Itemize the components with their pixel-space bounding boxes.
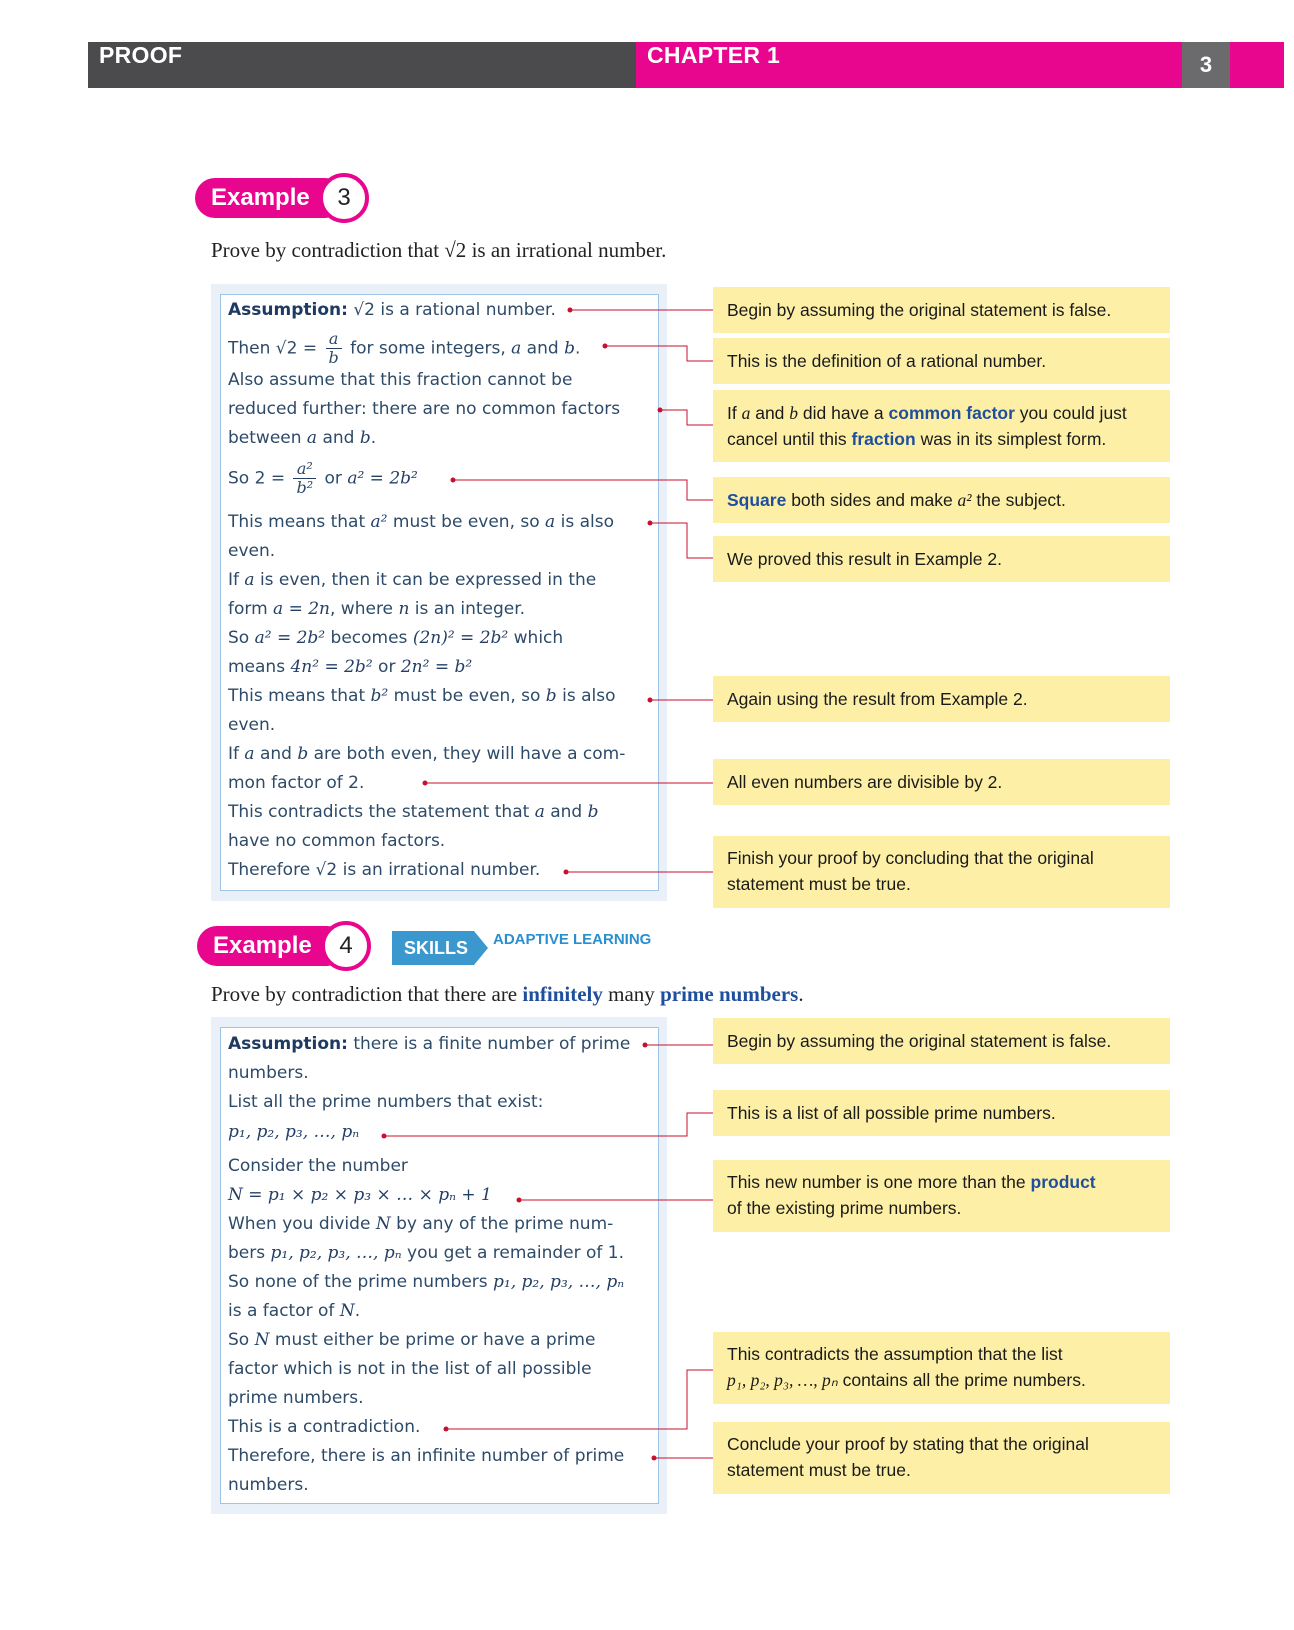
ex3-common-factor-2: mon factor of 2. <box>228 773 365 793</box>
ex3-note-common-factor: If a and b did have a common factor you could just cancel until this fraction was in its simplest form. <box>713 390 1170 462</box>
ex3-form-line: form a = 2n, where n is an integer. <box>228 599 526 619</box>
ex3-means-b-even-cont: even. <box>228 715 276 735</box>
skills-tag-arrow <box>474 931 488 965</box>
example-4-number: 4 <box>321 921 371 971</box>
ex4-note-conclusion: Conclude your proof by stating that the original statement must be true. <box>713 1422 1170 1494</box>
ex3-becomes-line: So a² = 2b² becomes (2n)² = 2b² which <box>228 628 564 648</box>
ex4-must-line: So N must either be prime or have a prime <box>228 1330 596 1350</box>
example-3-label: Example <box>195 178 345 218</box>
ex3-also-line-1: Also assume that this fraction cannot be <box>228 370 573 390</box>
ex4-contradiction: This is a contradiction. <box>228 1417 421 1437</box>
ex3-then-line: Then √2 = $\frac{a}{b}$ for some integers, a and b. <box>228 329 581 367</box>
section-title: PROOF <box>99 42 183 68</box>
page-number: 3 <box>1182 42 1230 88</box>
ex4-therefore-cont: numbers. <box>228 1475 309 1495</box>
ex3-note-example2: We proved this result in Example 2. <box>713 536 1170 582</box>
ex4-factor-line: is a factor of N. <box>228 1301 361 1321</box>
ex4-assumption-cont: numbers. <box>228 1063 309 1083</box>
ex3-note-assumption: Begin by assuming the original statement is false. <box>713 287 1170 333</box>
ex3-note-conclusion: Finish your proof by concluding that the original statement must be true. <box>713 836 1170 908</box>
ex4-therefore: Therefore, there is an infinite number of prime <box>228 1446 625 1466</box>
ex4-note-assumption: Begin by assuming the original statement is false. <box>713 1018 1170 1064</box>
ex3-contradicts: This contradicts the statement that a and b <box>228 802 599 822</box>
ex3-note-definition: This is the definition of a rational number. <box>713 338 1170 384</box>
ex4-must-line-2: factor which is not in the list of all possible <box>228 1359 592 1379</box>
ex3-conclusion: Therefore √2 is an irrational number. <box>228 860 541 880</box>
ex3-also-line-3: between a and b. <box>228 428 377 448</box>
ex3-note-divisible-by-2: All even numbers are divisible by 2. <box>713 759 1170 805</box>
chapter-title: CHAPTER 1 <box>647 42 781 68</box>
ex4-assumption: Assumption: there is a finite number of prime <box>228 1034 631 1054</box>
ex3-note-again-example2: Again using the result from Example 2. <box>713 676 1170 722</box>
ex3-no-common-factors: have no common factors. <box>228 831 446 851</box>
ex3-so-line: So 2 = $\frac{\text{a²}}{\text{b²}}$ or a² = 2b² <box>228 459 418 497</box>
ex3-means-a-even: This means that a² must be even, so a is also <box>228 512 614 532</box>
ex4-remainder-line: bers p₁, p₂, p₃, …, pₙ you get a remainder of 1. <box>228 1243 624 1263</box>
ex3-means-a-even-cont: even. <box>228 541 276 561</box>
skills-text: ADAPTIVE LEARNING <box>493 931 652 948</box>
ex3-assumption: Assumption: √2 is a rational number. <box>228 300 556 320</box>
example-3-number: 3 <box>319 173 369 223</box>
ex4-consider: Consider the number <box>228 1156 408 1176</box>
example-3-prompt: Prove by contradiction that √2 is an irrational number. <box>211 238 667 262</box>
ex4-note-product: This new number is one more than the product of the existing prime numbers. <box>713 1160 1170 1232</box>
ex4-none-line: So none of the prime numbers p₁, p₂, p₃, …, pₙ <box>228 1272 625 1292</box>
ex4-n-expression: N = p₁ × p₂ × p₃ × … × pₙ + 1 <box>228 1185 492 1205</box>
ex4-note-contradicts: This contradicts the assumption that the list p₁, p₂, p₃, …, pₙ contains all the prime numbers. <box>713 1332 1170 1404</box>
ex3-if-a-even: If a is even, then it can be expressed in the <box>228 570 597 590</box>
example-4-prompt: Prove by contradiction that there are infinitely many prime numbers. <box>211 982 804 1006</box>
ex3-note-square: Square both sides and make a² the subject. <box>713 477 1170 523</box>
ex3-both-even: If a and b are both even, they will have a com- <box>228 744 626 764</box>
leader-ex3-3 <box>660 410 713 425</box>
skills-tag: SKILLS <box>392 931 474 965</box>
ex4-prime-list: p₁, p₂, p₃, …, pₙ <box>228 1122 360 1142</box>
ex4-note-prime-list: This is a list of all possible prime numbers. <box>713 1090 1170 1136</box>
ex4-must-line-3: prime numbers. <box>228 1388 364 1408</box>
ex4-divide-line: When you divide N by any of the prime num- <box>228 1214 614 1234</box>
ex3-means-4n2: means 4n² = 2b² or 2n² = b² <box>228 657 473 677</box>
ex3-also-line-2: reduced further: there are no common factors <box>228 399 621 419</box>
ex3-means-b-even: This means that b² must be even, so b is also <box>228 686 616 706</box>
ex4-list-line: List all the prime numbers that exist: <box>228 1092 544 1112</box>
example-4-label: Example <box>197 926 347 966</box>
